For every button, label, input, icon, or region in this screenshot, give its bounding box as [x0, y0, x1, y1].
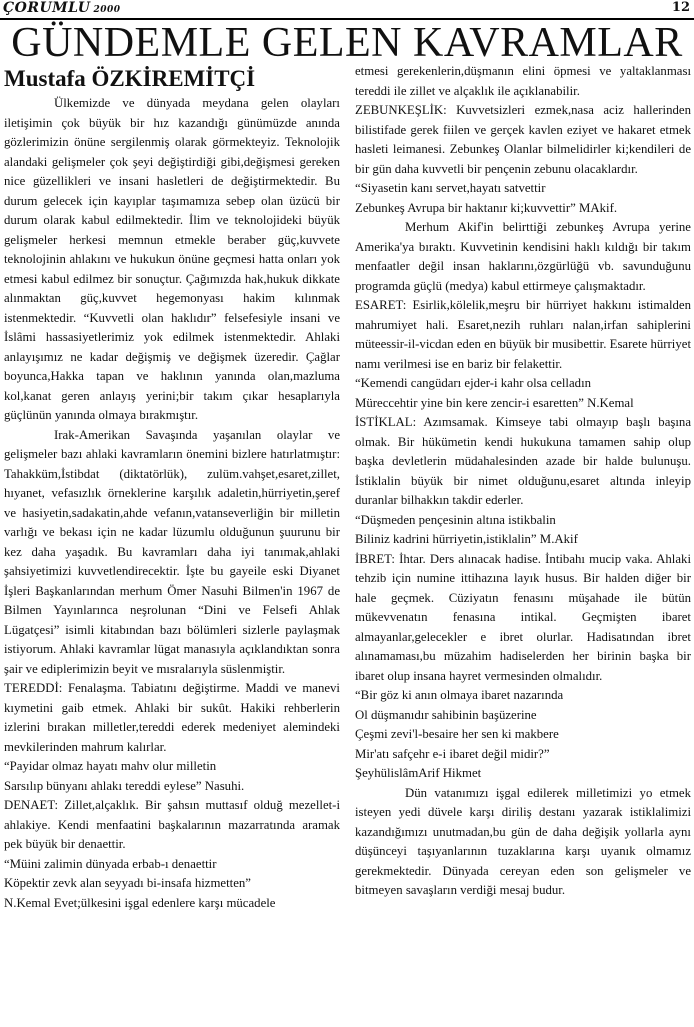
paragraph: etmesi gerekenlerin,düşmanın elini öpmesi ve yaltaklanması tereddi ile zillet ve alçaklık ile açıklanabilir. — [355, 64, 691, 98]
paragraph: Dün vatanımızı işgal edilerek milletimizi yo etmek isteyen yedi düvele karşı diriliş destanı yazarak istiklalimizi kazandığımızı unutmadan,bu gün de daha değişik yollarla aynı düşünceyi taşıyanlarının tuzaklarına karşı uyanık olmamız gerekmektedir. Dünyada cereyan eden son gelişmeler ve bitmeyen savaşların verdiği mesaj budur. — [355, 785, 691, 897]
verse-line: Ol düşmanıdır sahibinin başüzerine — [355, 707, 537, 722]
verse-line: Zebunkeş Avrupa bir haktanır ki;kuvvettir” MAkif. — [355, 200, 618, 215]
verse-line: “Müini zalimin dünyada erbab-ı denaettir — [4, 856, 217, 871]
verse-line: “Siyasetin kanı servet,hayatı satvettir — [355, 181, 546, 195]
verse-attribution: ŞeyhülislâmArif Hikmet — [355, 766, 482, 780]
logo-text: ÇORUMLU — [3, 0, 91, 16]
verse-line: Köpektir zevk alan seyyadı bi-insafa hizmetten” — [4, 876, 251, 890]
definition-zebunkeslik: ZEBUNKEŞLİK: Kuvvetsizleri ezmek,nasa aciz hallerinden bilistifade gerek fiilen ve gerçek kavlen eziyet ve hakaret etmek hasleti leimanesi. Zebunkeş Olanlar bilmelidirler ki;kendileri de bir gün daha kuvvetli bir pençenin zebunu olacaklardır. — [355, 103, 691, 176]
logo-year: 2000 — [93, 5, 121, 15]
page-header — [0, 0, 694, 18]
definition-ibret: İBRET: İhtar. Ders alınacak hadise. İntibahı mucip vaka. Ahlaki tehzib için numine ittihazına layık husus. Bir halden diğer bir hale geçmek. Cüziyatın fenasını müşahade ile bütün mükevvenatın fenasına intikal. Geçmişten ibaret almayanlar,gelecekler e ibret olurlar. Hadisatından ibret alınamaması,bu müzahim hadiselerden her birinin başka bir ibaret olup insana hayret vermesinden olmalıdır. — [355, 551, 691, 683]
verse-line: Müreccehtir yine bin kere zencir-i esaretten” N.Kemal — [355, 395, 634, 410]
column-right — [355, 62, 691, 901]
definition-tereddi: TEREDDİ: Fenalaşma. Tabiatını değiştirme. Maddi ve manevi kıymetini gaib etmek. Ahlaki bir sukût. Hakiki rehberlerin izlerini bırakan milletler,tereddi ederek medeniyet alemindeki mevkilerinden mahrum kalırlar. — [4, 681, 340, 754]
verse-line: “Bir göz ki anın olmaya ibaret nazarında — [355, 688, 564, 702]
definition-istiklal: İSTİKLAL: Azımsamak. Kimseye tabi olmayıp başlı başına olmak. Bir hükümetin kendi hukukuna tamamen sahip olup başka devletlerin müdahalesinden azade bir halde bulunuşu. İstiklalin büyük bir nimet olduğunu,esaret altında inleyip duranlar bilhakkın takdir ederler. — [355, 415, 691, 507]
definition-denaet: DENAET: Zillet,alçaklık. Bir şahsın muttasıf olduğ mezellet-i ahlakiye. Kendi menfaatini başkalarının mazarratında aramak pek büyük bir denaettir. — [4, 798, 340, 851]
article-author: Mustafa ÖZKİREMİTÇİ — [4, 66, 256, 91]
verse-line: “Düşmeden pençesinin altına istikbalin — [355, 512, 556, 527]
verse-line: Mir'atı safçehr e-i ibaret değil midir?” — [355, 746, 550, 761]
definition-esaret: ESARET: Esirlik,kölelik,meşru bir hürriyet hakkını istimalden mahrumiyet hali. Esaret,nezih ruhları nalan,irfan sahiplerini müteessir-il-vicdan eden en büyük bir musibettir. Esarete hürriyet namı verilmesi ise en bariz bir felakettir. — [355, 298, 691, 371]
newspaper-logo — [3, 0, 121, 16]
verse-line: Çeşmi zevi'l-besaire her sen ki makbere — [355, 727, 559, 741]
paragraph: Ülkemizde ve dünyada meydana gelen olayları iletişimin çok büyük bir hız kazandığı günümüzde anında gözlerimizin önüne sergilenmiş olarak görmekteyiz. Teknolojik alandaki gelişmeler çok şeyi değiştirdiği gibi,değişmesi gereken nice güzellikleri ve insani hasletleri de değiştirmektedir. Bu durum gelecek için kayıplar taşımamıza sebep olan üzücü bir durum olarak kabul edilmektedir. İlim ve teknolojideki büyük gelişmeler herkesi memnun etmekle beraber güç,kuvvete teknolojinin ahlakını ve hukukun önüne geçmesi hatta onları yok etmesi kabul edilmez bir sonuçtur. Çağımızda hak,hukuk dikkate alınmaktan güç,kuvvet hegemonyası hakim kılınmak istenmektedir. “Kuvvetli olan haklıdır” felsefesiyle insani ve İslâmi hassasiyetlerimiz yok edilmek istenmektedir. Ahlaki anlayışımız ne kadar değişmiş ve değişmek üzeredir. Çağlar boyunca,Hakka tapan ve haklının yanında olan,mazluma kol,kanat geren anlayış yerini;bir takım çıkar hesaplarıyla güçlünün yanında olmaya bırakmıştır. — [4, 96, 340, 422]
paragraph: Merhum Akif'in belirttiği zebunkeş Avrupa yerine Amerika'ya bıraktı. Kuvvetinin kendisini haklı kıldığı bir takım menfaatler değil insan haklarını,özgürlüğü vb. savunduğunu programda güçlü (medya) kabul ettirmeye çalışmaktadır. — [355, 220, 691, 293]
verse-line: “Kemendi cangüdarı ejder-i kahr olsa celladın — [355, 376, 592, 390]
paragraph: Irak-Amerikan Savaşında yaşanılan olaylar ve gelişmeler bazı ahlaki kavramların önemini bizlere hatırlatmıştır: Tahakküm,İstibdat (diktatörlük), zulüm.vahşet,esaret,zillet, hıyanet, vefasızlık örneklerine karşılık adaletin,hürriyetin,şeref ve hasiyetin,sadakatin,ahde vefanın,vatanseverliğin bir milletin varlığı ve bekası için ne kadar lüzumlu olduğunun şuurunu bir kez daha yaşadık. Bu kavramları daha iyi tanımak,ahlaki şahsiyetimizi kuvvetlendirecektir. İşte bu gayeile eski Diyanet İşleri Başkanlarından merhum Ömer Nasuhi Bilmen'in 1967 de Bilmen Yayınlarınca neşrolunan “Dini ve Felsefi Ahlak Lügatçesi” isimli kitabından bazı bölümleri sizlerle paylaşmak istiyorum. Ahlaki kavramlar lügat manasıyla açıklandıktan sonra şair ve ediplerimizin beyit ve mısralarıyla süslenmiştir. — [4, 427, 340, 676]
page-number: 12 — [671, 0, 690, 15]
article-title: GÜNDEMLE GELEN KAVRAMLAR — [11, 20, 683, 66]
verse-line: “Payidar olmaz hayatı mahv olur milletin — [4, 759, 217, 773]
column-left — [4, 94, 340, 913]
verse-line: Sarsılıp bünyanı ahlakı tereddi eylese” Nasuhi. — [4, 778, 245, 793]
verse-line: N.Kemal Evet;ülkesini işgal edenlere karşı mücadele — [4, 895, 276, 910]
verse-line: Biliniz kadrini hürriyetin,istiklalin” M.Akif — [355, 532, 578, 546]
